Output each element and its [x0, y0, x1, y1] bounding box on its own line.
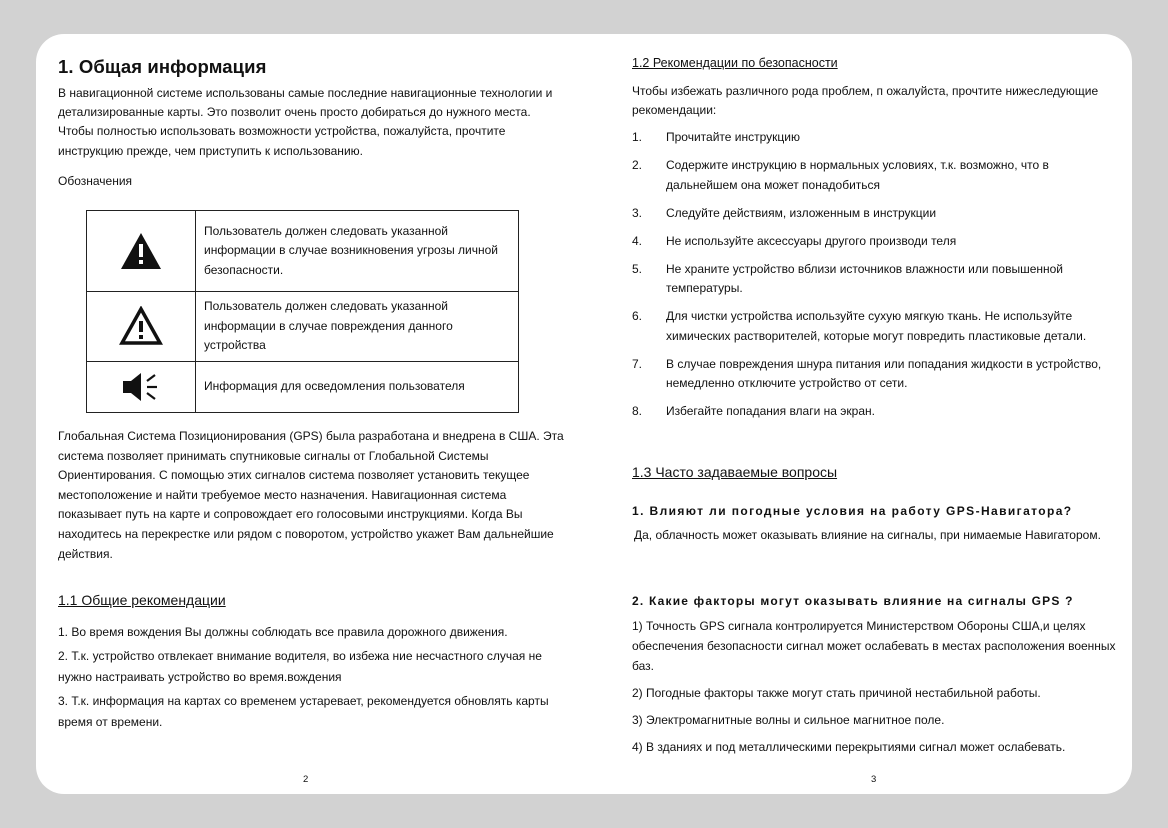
list-item: 1. Во время вождения Вы должны соблюдать все правила дорожного движения.: [58, 625, 508, 639]
page-number: 2: [303, 774, 309, 785]
list-item: [632, 156, 1120, 195]
symbol-cell: [87, 211, 196, 292]
safety-intro: Чтобы избежать различного рода проблем, п ожалуйста, прочтите нижеследующие рекомендации:: [632, 84, 1099, 118]
item-number: 7.: [632, 356, 643, 371]
list-item: [632, 128, 1120, 148]
gps-paragraph: Глобальная Система Позиционирования (GPS) была разработана и внедрена в США. Эта система позволяет принимать спутниковые сигналы от Глобальной Системы Ориентирования. С помощью этих сигналов система позволяет установить текущее местоположение и найти требуемое место назначения. Навигационная система показывает путь на карте и сопровождает его голосовыми инструкциями. Когда Вы находитесь на перекрестке или рядом с поворотом, устройство укажет Вам дальнейшие действия.: [58, 429, 564, 561]
faq-question: 2. Какие факторы могут оказывать влияние на сигналы GPS ?: [632, 594, 1074, 608]
item-text: Избегайте попадания влаги на экран.: [666, 404, 875, 418]
faq-answer: Да, облачность может оказывать влияние на сигналы, при нимаемые Навигатором.: [634, 528, 1101, 542]
list-item: 2. Т.к. устройство отвлекает внимание водителя, во избежа ние несчастного случая не нужно настраивать устройство во время.вождения: [58, 649, 542, 684]
item-text: Прочитайте инструкцию: [666, 130, 800, 144]
list-item: 1) Точность GPS сигнала контролируется Министерством Обороны США,и целях обеспечения безопасности сигнал может ослабевать в местах расположения военных баз.: [632, 619, 1116, 673]
list-item: [632, 307, 1120, 346]
section-heading-safety: 1.2 Рекомендации по безопасности: [632, 56, 838, 70]
item-text: Следуйте действиям, изложенным в инструкции: [666, 205, 937, 220]
symbol-description: Пользователь должен следовать указанной информации в случае повреждения данного устройства: [196, 292, 519, 362]
section-heading-general-recommendations: 1.1 Общие рекомендации: [58, 592, 226, 608]
speaker-icon: [119, 371, 163, 403]
table-row: [87, 361, 519, 412]
page-number: 3: [871, 774, 877, 785]
list-item: [632, 232, 1120, 252]
right-page: [630, 34, 1120, 794]
list-item: 3. Т.к. информация на картах со временем устаревает, рекомендуется обновлять карты время от времени.: [58, 694, 549, 729]
legend-title: Обозначения: [58, 174, 133, 188]
warning-filled-icon: [119, 231, 163, 271]
table-row: [87, 292, 519, 362]
item-text: Содержите инструкцию в нормальных условиях, т.к. возможно, что в дальнейшем она может понадобиться: [666, 158, 1049, 192]
warning-outline-icon: [119, 306, 163, 346]
list-item: [632, 204, 1120, 224]
item-text: Не храните устройство вблизи источников влажности или повышенной температуры.: [666, 261, 1064, 295]
list-item: 2) Погодные факторы также могут стать причиной нестабильной работы.: [632, 686, 1041, 700]
item-number: 2.: [632, 158, 643, 172]
section-heading-faq: 1.3 Часто задаваемые вопросы: [632, 464, 838, 480]
item-number: 8.: [632, 404, 643, 418]
item-number: 5.: [632, 261, 643, 276]
list-item: 3) Электромагнитные волны и сильное магнитное поле.: [632, 713, 945, 727]
table-row: [87, 211, 519, 292]
symbol-description: Информация для осведомления пользователя: [196, 361, 519, 412]
item-text: Не используйте аксессуары другого производи теля: [666, 233, 957, 248]
safety-list: [632, 128, 1120, 430]
item-number: 4.: [632, 233, 643, 248]
faq-answer-list: [632, 616, 1120, 764]
item-text: В случае повреждения шнура питания или попадания жидкости в устройство, немедленно отключите устройство от сети.: [666, 356, 1102, 390]
list-item: [632, 355, 1120, 394]
symbol-description: Пользователь должен следовать указанной информации в случае возникновения угрозы личной безопасности.: [196, 211, 519, 292]
list-item: 4) В зданиях и под металлическими перекрытиями сигнал может ослабевать.: [632, 740, 1066, 754]
item-number: 3.: [632, 205, 643, 220]
left-page: [56, 34, 576, 794]
document-spread: [36, 34, 1132, 794]
page-title: 1. Общая информация: [58, 56, 267, 77]
faq-question: 1. Влияют ли погодные условия на работу GPS-Навигатора?: [632, 504, 1073, 518]
symbols-table: [86, 210, 519, 413]
item-text: Для чистки устройства используйте сухую мягкую ткань. Не используйте химических растворителей, которые могут повредить пластиковые детали.: [666, 309, 1087, 343]
list-item: [632, 402, 1120, 422]
item-number: 6.: [632, 309, 643, 323]
symbol-cell: [87, 292, 196, 362]
intro-paragraph: В навигационной системе использованы самые последние навигационные технологии и детализированные карты. Это позволит очень просто добираться до нужного места. Чтобы полностью использовать возможности устройства, пожалуйста, прочтите инструкцию прежде, чем приступить к использованию.: [58, 86, 553, 158]
recommendations-list: [58, 622, 573, 736]
item-number: 1.: [632, 130, 643, 144]
list-item: [632, 260, 1120, 299]
symbol-cell: [87, 361, 196, 412]
